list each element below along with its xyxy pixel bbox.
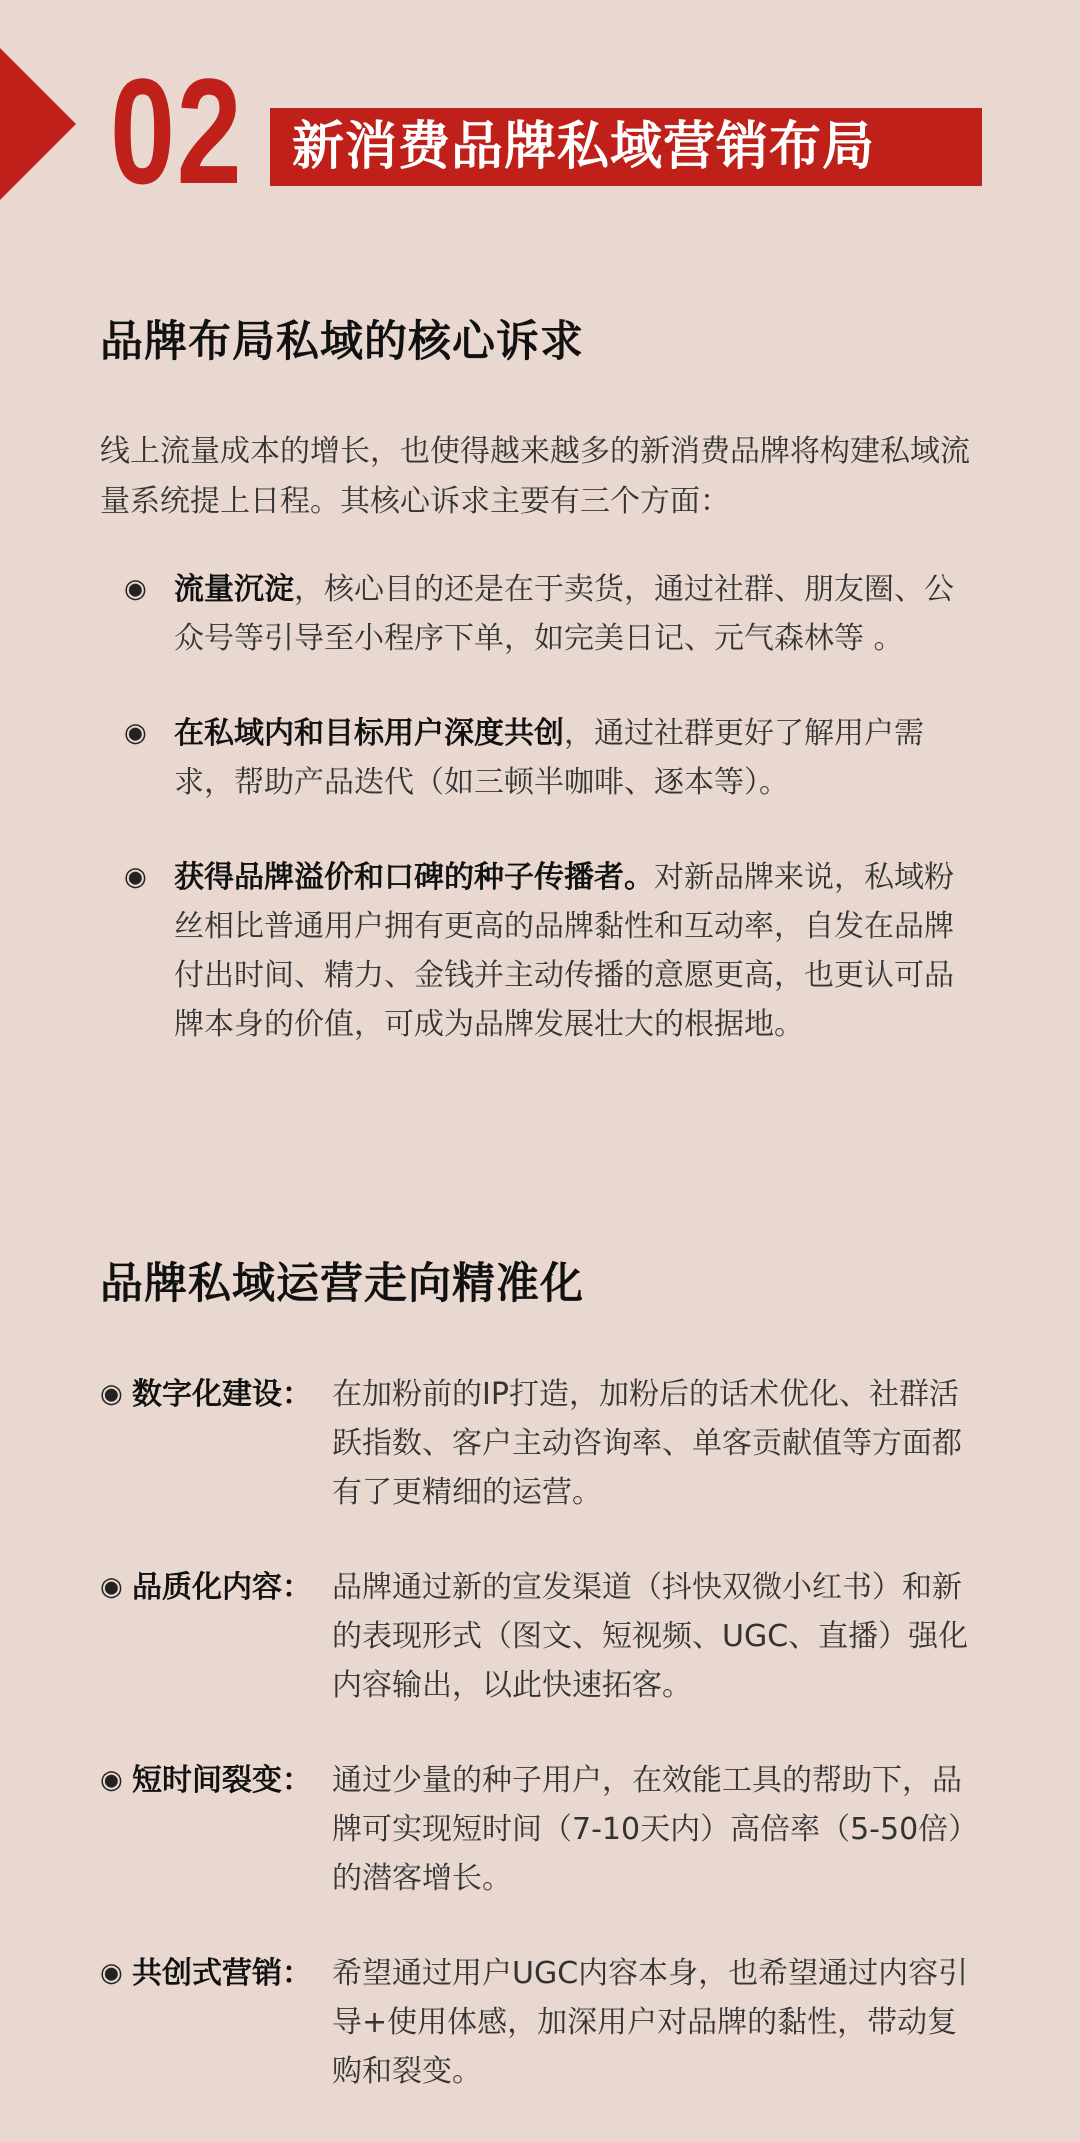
- section1-heading: 品牌布局私域的核心诉求: [100, 317, 584, 367]
- bullet-icon: ◉: [100, 1765, 123, 1795]
- item-text: 希望通过用户UGC内容本身，也希望通过内容引导+使用体感，加深用户对品牌的黏性，带动复购和裂变。: [332, 1956, 969, 2089]
- bullet-icon: ◉: [100, 1379, 123, 1409]
- arrow-marker-icon: [0, 48, 76, 200]
- item-text: 在加粉前的IP打造，加粉后的话术优化、社群活跃指数、客户主动咨询率、单客贡献值等方面都有了更精细的运营。: [332, 1377, 962, 1510]
- item-label: 短时间裂变：: [132, 1763, 312, 1798]
- bullet-icon: ◉: [100, 1958, 123, 1988]
- bullet-icon: ◉: [100, 1572, 123, 1602]
- item-text: 品牌通过新的宣发渠道（抖快双微小红书）和新的表现形式（图文、短视频、UGC、直播）强化内容输出，以此快速拓客。: [332, 1570, 969, 1703]
- list-item: [100, 1949, 982, 2096]
- section-number: 02: [110, 47, 244, 215]
- item-text: ，核心目的还是在于卖货，通过社群、朋友圈、公众号等引导至小程序下单，如完美日记、元气森林等 。: [174, 572, 954, 656]
- core-demands-list: [100, 565, 982, 1095]
- item-label: 数字化建设：: [132, 1377, 312, 1412]
- precision-ops-list: [100, 1370, 982, 2142]
- item-bold: 在私域内和目标用户深度共创: [174, 716, 564, 751]
- item-text: 通过少量的种子用户，在效能工具的帮助下，品牌可实现短时间（7-10天内）高倍率（5-50倍）的潜客增长。: [332, 1763, 979, 1896]
- list-item: [100, 1563, 982, 1710]
- section1-intro: 线上流量成本的增长，也使得越来越多的新消费品牌将构建私域流量系统提上日程。其核心诉求主要有三个方面：: [100, 434, 970, 519]
- item-bold: 获得品牌溢价和口碑的种子传播者。: [174, 860, 654, 895]
- list-item: [100, 1756, 982, 1903]
- list-item: [100, 853, 954, 1049]
- item-label: 品质化内容：: [132, 1570, 312, 1605]
- section2-heading: 品牌私域运营走向精准化: [100, 1259, 584, 1309]
- list-item: [100, 565, 954, 663]
- item-text: 对新品牌来说，私域粉丝相比普通用户拥有更高的品牌黏性和互动率，自发在品牌付出时间、精力、金钱并主动传播的意愿更高，也更认可品牌本身的价值，可成为品牌发展壮大的根据地。: [174, 860, 954, 1042]
- item-label: 共创式营销：: [132, 1956, 312, 1991]
- bullet-icon: ◉: [124, 862, 147, 892]
- item-bold: 流量沉淀: [174, 572, 294, 607]
- bullet-icon: ◉: [124, 718, 147, 748]
- bullet-icon: ◉: [124, 574, 147, 604]
- page-title: 新消费品牌私域营销布局: [270, 108, 982, 186]
- list-item: [100, 1370, 982, 1517]
- list-item: [100, 709, 954, 807]
- item-text: ，通过社群更好了解用户需求，帮助产品迭代（如三顿半咖啡、逐本等）。: [174, 716, 924, 800]
